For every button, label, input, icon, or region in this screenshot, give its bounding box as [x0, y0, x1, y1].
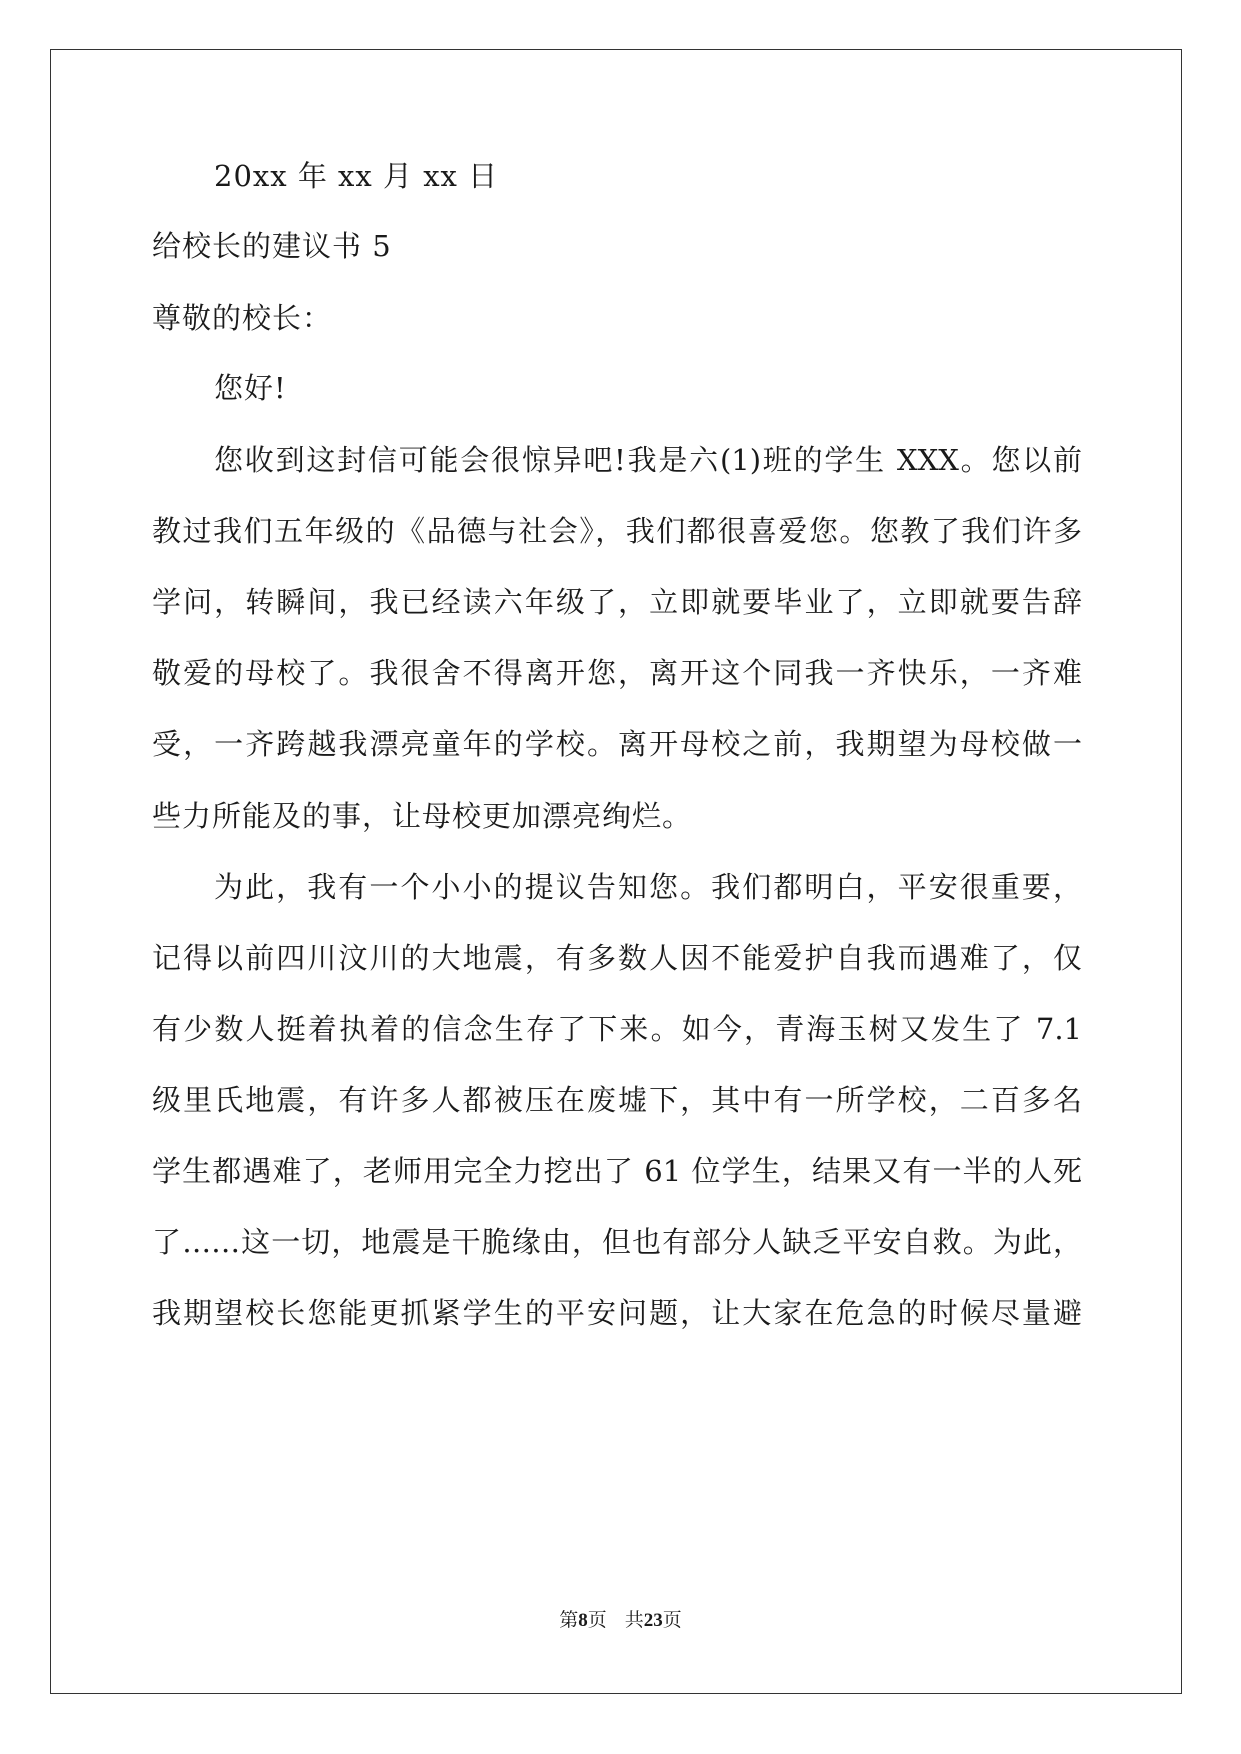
total-page-number: 23 — [643, 1610, 663, 1631]
paragraph-line: 了……这一切，地震是干脆缘由，但也有部分人缺乏平安自救。为此， — [152, 1225, 1082, 1259]
paragraph-line: 级里氏地震，有许多人都被压在废墟下，其中有一所学校，二百多名 — [152, 1083, 1082, 1117]
current-page-number: 8 — [578, 1610, 588, 1631]
paragraph-line: 受，一齐跨越我漂亮童年的学校。离开母校之前，我期望为母校做一 — [152, 727, 1082, 761]
page-prefix: 第 — [559, 1609, 579, 1631]
greeting: 您好! — [214, 371, 287, 405]
paragraph-line: 您收到这封信可能会很惊异吧!我是六(1)班的学生 XXX。您以前 — [214, 443, 1082, 477]
total-suffix: 页 — [662, 1609, 682, 1631]
paragraph-line: 敬爱的母校了。我很舍不得离开您，离开这个同我一齐快乐，一齐难 — [152, 656, 1082, 690]
paragraph-line: 学问，转瞬间，我已经读六年级了，立即就要毕业了，立即就要告辞 — [152, 585, 1082, 619]
paragraph-line: 学生都遇难了，老师用完全力挖出了 61 位学生，结果又有一半的人死 — [152, 1154, 1082, 1188]
document-heading: 给校长的建议书 5 — [152, 229, 392, 263]
paragraph-line: 些力所能及的事，让母校更加漂亮绚烂。 — [152, 799, 693, 833]
paragraph-line: 有少数人挺着执着的信念生存了下来。如今，青海玉树又发生了 7.1 — [152, 1012, 1082, 1046]
page-footer — [0, 1608, 1241, 1633]
page-suffix: 页 — [587, 1609, 607, 1631]
salutation: 尊敬的校长： — [152, 301, 333, 335]
paragraph-line: 为此，我有一个小小的提议告知您。我们都明白，平安很重要， — [214, 870, 1082, 904]
date-line: 20xx 年 xx 月 xx 日 — [214, 159, 499, 193]
total-prefix: 共 — [624, 1609, 644, 1631]
paragraph-line: 教过我们五年级的《品德与社会》，我们都很喜爱您。您教了我们许多 — [152, 514, 1082, 548]
paragraph-line: 记得以前四川汶川的大地震，有多数人因不能爱护自我而遇难了，仅 — [152, 941, 1082, 975]
paragraph-line: 我期望校长您能更抓紧学生的平安问题，让大家在危急的时候尽量避 — [152, 1296, 1082, 1330]
